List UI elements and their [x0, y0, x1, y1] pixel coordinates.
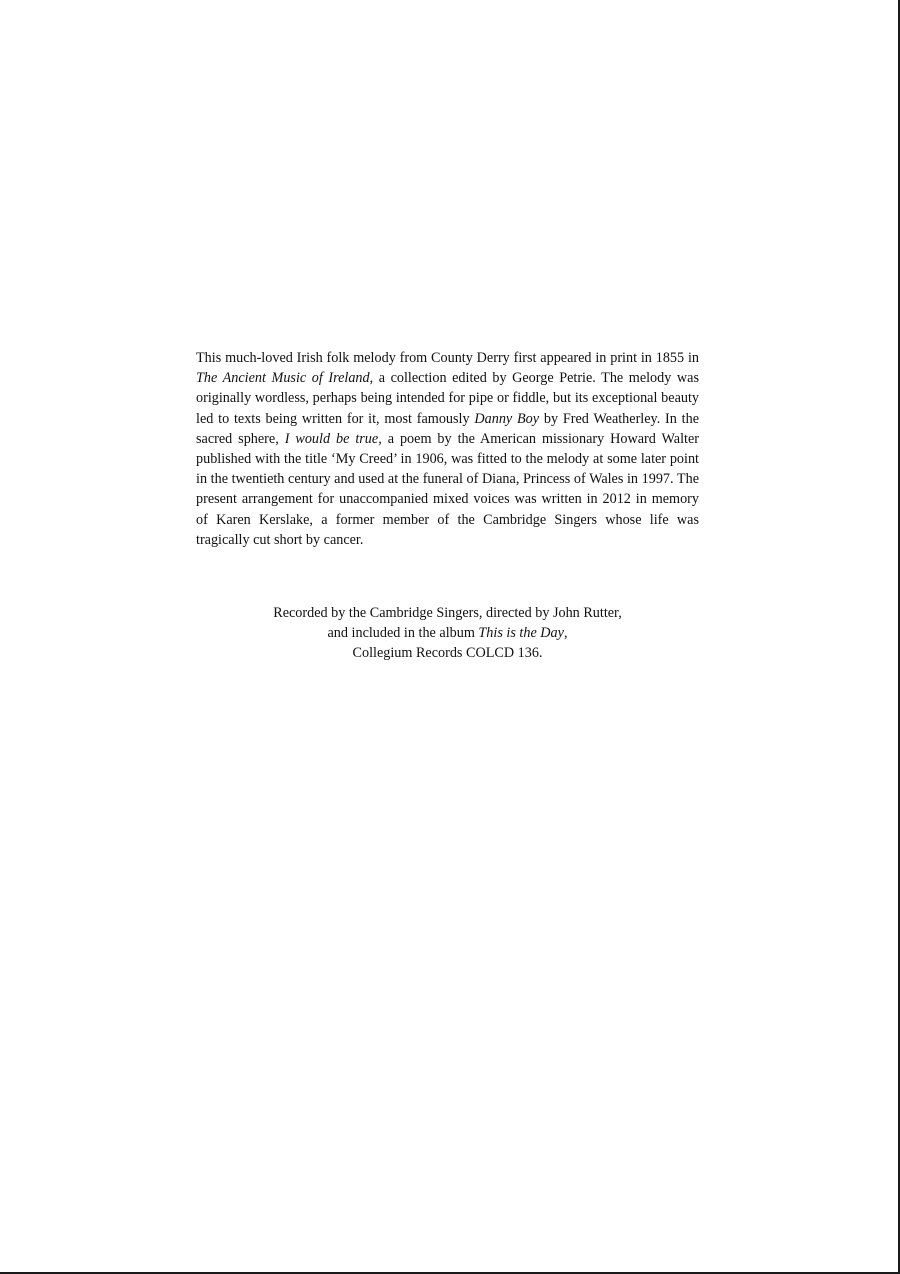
- note-text-3: by Fred Weatherley. In the sacred sphere,: [196, 410, 699, 447]
- book-title: The Ancient Music of Ireland: [196, 370, 370, 387]
- credit-line-3: Collegium Records COLCD 136.: [352, 645, 543, 662]
- credit-line-2-prefix: and included in the album: [327, 625, 479, 642]
- album-title: This is the Day: [478, 625, 564, 642]
- credit-line-2: [196, 623, 699, 643]
- credit-line-2-suffix: ,: [563, 625, 568, 642]
- poem-title: I would be true: [284, 430, 379, 447]
- note-text-4: , a poem by the American missionary Howard Walter published with the title ‘My Creed’ in 1906, was fitted to the melody at some later point in the twentieth century and used at the funeral of Diana, Princess of Wales in 1997. The present arrangement for unaccompanied mixed voices was written in 2012 in memory of Karen Kerslake, a former member of the Cambridge Singers whose life was tragically cut short by cancer.: [196, 430, 700, 548]
- program-note-paragraph: [196, 348, 699, 550]
- credit-line-1: Recorded by the Cambridge Singers, directed by John Rutter,: [273, 605, 622, 621]
- program-note: [196, 348, 699, 550]
- recording-credit: [196, 603, 699, 664]
- song-title: Danny Boy: [474, 410, 540, 427]
- note-text-2: , a collection edited by George Petrie. The melody was originally wordless, perhaps being intended for pipe or fiddle, but its exceptional beauty led to texts being written for it, most famously: [196, 370, 699, 427]
- note-text-1: This much-loved Irish folk melody from County Derry first appeared in print in 1855 in: [196, 350, 699, 366]
